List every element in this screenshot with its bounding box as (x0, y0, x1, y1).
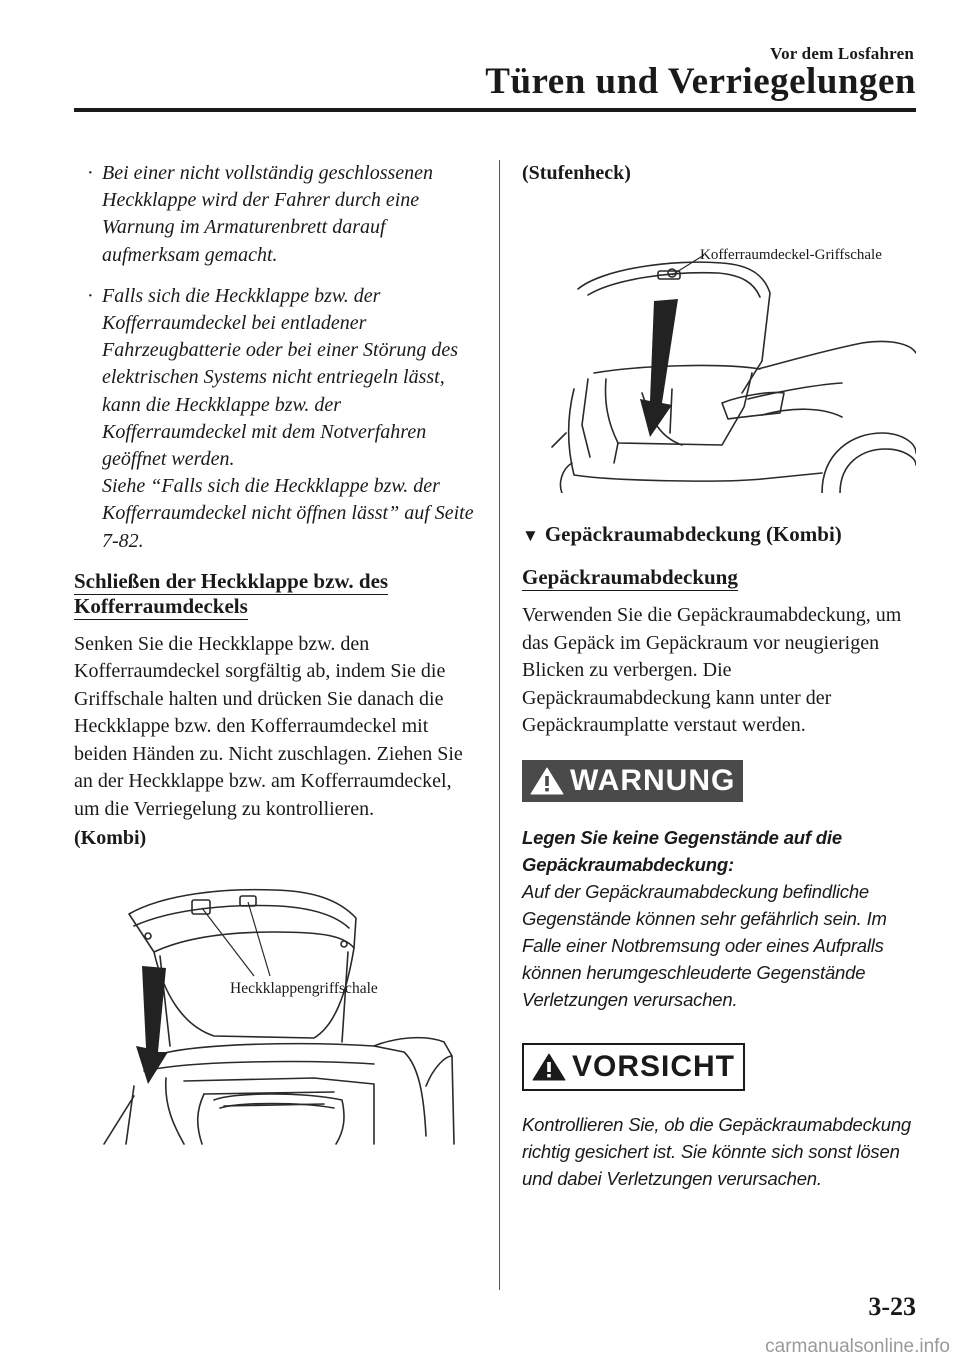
section-marker-icon: ▼ (522, 526, 539, 545)
bullet-text: Falls sich die Heckklappe bzw. der Kofferraumdeckel bei entladener Fahrzeugbatterie oder bei einer Störung des elektrischen Systems nicht entriegeln lässt, kann die Heckklappe bzw. der Kofferraumdeckel mit dem Notverfahren geöffnet werden. (102, 284, 459, 471)
watermark: carmanualsonline.info (765, 1336, 950, 1357)
tailgate-handle-label: Heckklappengriffschale (230, 980, 378, 998)
warning-badge: WARNUNG (522, 760, 743, 802)
column-divider (499, 160, 500, 1290)
section-title: Gepäckraumabdeckung (Kombi) (544, 522, 842, 546)
warning-title: Legen Sie keine Gegenstände auf die Gepäckraumabdeckung: (522, 826, 842, 875)
stufenheck-trunk-drawing (522, 193, 916, 493)
trunk-handle-label: Kofferraumdeckel-Griffschale (700, 247, 882, 263)
header-section-label: Vor dem Losfahren (770, 44, 914, 63)
kombi-tailgate-drawing (74, 856, 474, 1146)
section-heading-cargo-cover (522, 521, 916, 549)
bullet-marker: · (87, 284, 94, 307)
stufenheck-label: (Stufenheck) (522, 162, 631, 184)
cargo-cover-subheading: Gepäckraumabdeckung (522, 565, 738, 589)
kombi-tailgate-illustration (74, 856, 474, 1146)
bullet-item (74, 160, 474, 269)
warning-label-box (522, 760, 916, 802)
stufenheck-trunk-illustration (522, 193, 916, 493)
right-column (522, 160, 916, 1192)
left-column (74, 160, 474, 1146)
caution-triangle-icon (532, 1052, 566, 1082)
bullet-text: Bei einer nicht vollständig geschlossenen Heckklappe wird der Fahrer durch eine Warnung im Armaturenbrett darauf aufmerksam gemacht. (102, 162, 434, 266)
header-rule (74, 108, 916, 112)
page-title: Türen und Verriegelungen (485, 61, 916, 102)
closing-heading: Schließen der Heckklappe bzw. des Kofferraumdeckels (74, 568, 389, 618)
caution-badge: VORSICHT (522, 1043, 745, 1091)
cargo-cover-text: Verwenden Sie die Gepäckraumabdeckung, um das Gepäck im Gepäckraum vor neugierigen Blicken zu verbergen. Die Gepäckraumabdeckung kann unter der Gepäckraumplatte verstaut werden. (522, 604, 902, 736)
bullet-item (74, 283, 474, 555)
bullet-cross-reference: Siehe “Falls sich die Heckklappe bzw. der Kofferraumdeckel nicht öffnen lässt” auf Seite 7-82. (102, 475, 474, 552)
caution-text: Kontrollieren Sie, ob die Gepäckraumabdeckung richtig gesichert ist. Sie könnte sich sonst lösen und dabei Verletzungen verursachen. (522, 1113, 911, 1189)
kombi-label: (Kombi) (74, 827, 147, 850)
bullet-marker: · (87, 162, 94, 184)
closing-text: Senken Sie die Heckklappe bzw. den Kofferraumdeckel sorgfältig ab, indem Sie die Griffschale halten und drücken Sie danach die Heckklappe bzw. den Kofferraumdeckel mit beiden Händen zu. Nicht zuschlagen. Ziehen Sie an der Heckklappe bzw. am Kofferraumdeckel, um die Verriegelung zu kontrollieren. (74, 632, 463, 820)
warning-triangle-icon (530, 766, 564, 796)
warning-text: Auf der Gepäckraumabdeckung befindliche Gegenstände können sehr gefährlich sein. Im Falle einer Notbremsung oder eines Aufpralls können herumgeschleuderte Gegenstände Verletzungen verursachen. (522, 880, 887, 1010)
page-number: 3-23 (868, 1292, 916, 1321)
caution-label-box (522, 1043, 916, 1091)
